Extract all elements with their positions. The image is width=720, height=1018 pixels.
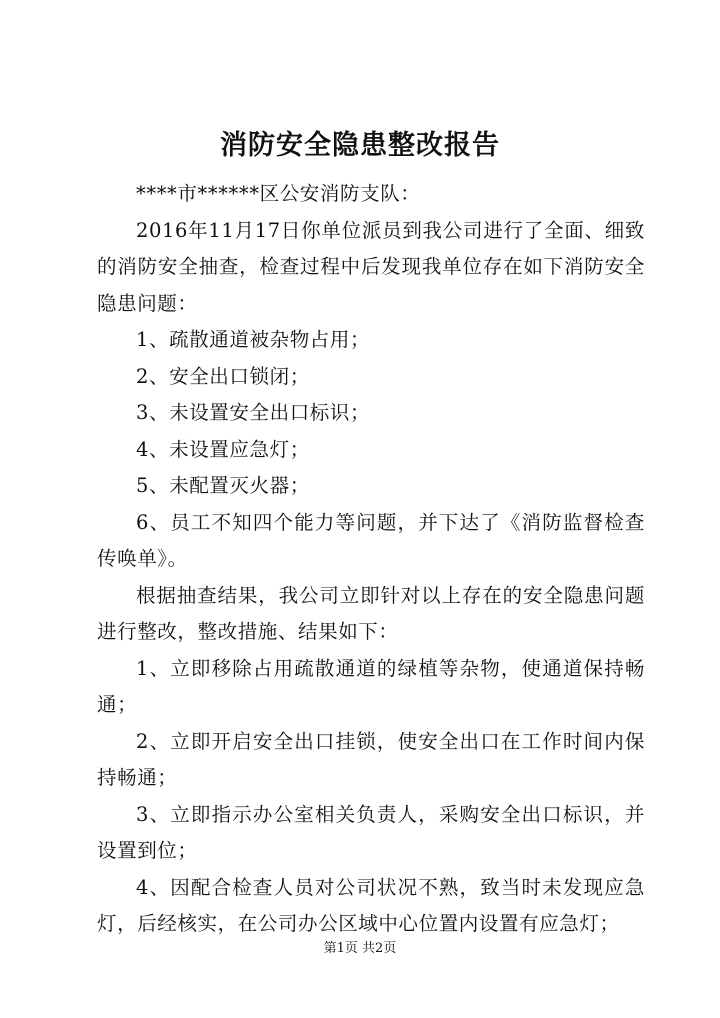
measure-item: 4、因配合检查人员对公司状况不熟，致当时未发现应急灯，后经核实，在公司办公区域中心位置内设置有应急灯； xyxy=(97,875,645,935)
salutation: ****市******区公安消防支队： xyxy=(136,182,421,205)
document-title: 消防安全隐患整改报告 xyxy=(220,130,500,161)
document-body xyxy=(97,176,645,943)
issue-item: 6、员工不知四个能力等问题，并下达了《消防监督检查传唤单》。 xyxy=(97,510,645,570)
issue-item: 2、安全出口锁闭； xyxy=(136,364,310,388)
measure-item: 1、立即移除占用疏散通道的绿植等杂物，使通道保持畅通； xyxy=(97,656,645,716)
issue-item: 5、未配置灭火器； xyxy=(136,474,310,497)
issue-item: 1、疏散通道被杂物占用； xyxy=(136,328,371,351)
intro-paragraph: 2016年11月17日你单位派员到我公司进行了全面、细致的消防安全抽查，检查过程中后发现我单位存在如下消防安全隐患问题： xyxy=(97,218,645,315)
page-number-footer: 第1页 共2页 xyxy=(323,941,397,956)
issue-item: 3、未设置安全出口标识； xyxy=(136,401,371,424)
issue-item: 4、未设置应急灯； xyxy=(136,437,310,461)
measure-item: 3、立即指示办公室相关负责人，采购安全出口标识，并设置到位； xyxy=(97,802,645,862)
measures-intro-paragraph: 根据抽查结果，我公司立即针对以上存在的安全隐患问题进行整改，整改措施、结果如下： xyxy=(97,583,645,643)
measure-item: 2、立即开启安全出口挂锁，使安全出口在工作时间内保持畅通； xyxy=(97,729,645,789)
